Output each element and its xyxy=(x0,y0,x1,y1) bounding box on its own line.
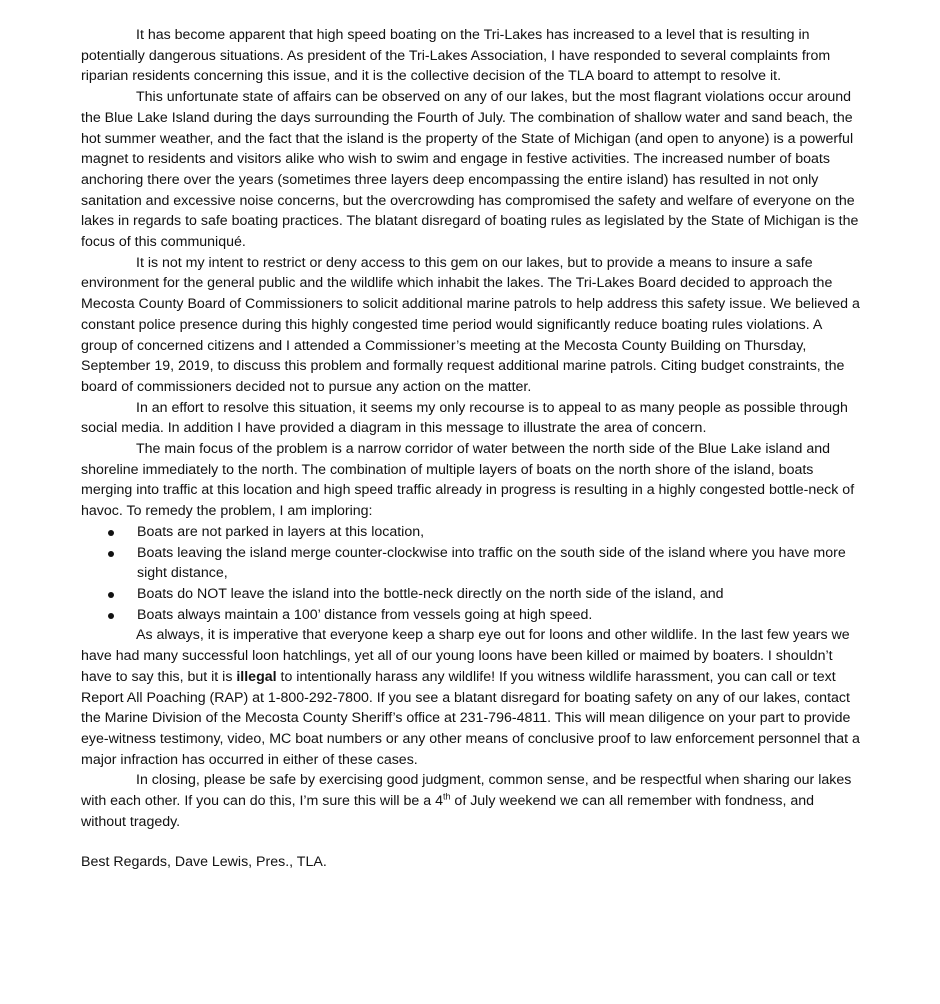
list-item xyxy=(81,543,861,584)
list-item-text: Boats are not parked in layers at this location, xyxy=(137,523,425,540)
bullet-icon xyxy=(108,592,114,598)
list-item-text: Boats always maintain a 100’ distance from vessels going at high speed. xyxy=(137,606,593,623)
social-media-paragraph: In an effort to resolve this situation, it seems my only recourse is to appeal to as many people as possible through social media. In addition I have provided a diagram in this message to illustrate the area of concern. xyxy=(81,399,848,437)
list-item-text: Boats do NOT leave the island into the bottle-neck directly on the north side of the island, and xyxy=(137,585,724,602)
corridor-paragraph: The main focus of the problem is a narrow corridor of water between the north side of the Blue Lake island and shoreline immediately to the north. The combination of multiple layers of boats on the north shore of the island, boats merging into traffic at this location and high speed traffic already in progress is resulting in a highly congested bottle-neck of havoc. To remedy the problem, I am imploring: xyxy=(81,441,855,520)
wildlife-paragraph xyxy=(81,625,861,770)
bullet-icon xyxy=(108,551,114,557)
signature-line: Best Regards, Dave Lewis, Pres., TLA. xyxy=(81,854,327,871)
closing-paragraph xyxy=(81,770,861,832)
closing-text-end: of July weekend we can all remember with fondness, and without tragedy. xyxy=(81,793,815,830)
remedy-list xyxy=(81,522,861,626)
bullet-icon xyxy=(108,530,114,536)
commissioners-paragraph: It is not my intent to restrict or deny access to this gem on our lakes, but to provide a means to insure a safe environment for the general public and the wildlife which inhabit the lakes. The Tri-Lakes Board decided to approach the Mecosta County Board of Commissioners to solicit additional marine patrols to help address this safety issue. We believed a constant police presence during this highly congested time period would significantly reduce boating rules violations. A group of concerned citizens and I attended a Commissioner’s meeting at the Mecosta County Building on Thursday, September 19, 2019, to discuss this problem and formally request additional marine patrols. Citing budget constraints, the board of commissioners decided not to pursue any action on the matter. xyxy=(81,254,860,395)
list-item xyxy=(81,584,861,605)
wildlife-text-start: As always, it is imperative that everyone keep a sharp eye out for loons and other wildlife. In the last few years we have had many successful loon hatchlings, yet all of our young loons have been killed or maimed by boaters. I shouldn’t have to say this, but it is xyxy=(81,627,850,685)
bullet-icon xyxy=(108,613,114,619)
list-item xyxy=(81,605,861,626)
intro-paragraph: It has become apparent that high speed boating on the Tri-Lakes has increased to a level that is resulting in potentially dangerous situations. As president of the Tri-Lakes Association, I have responded to several complaints from riparian residents concerning this issue, and it is the collective decision of the TLA board to attempt to resolve it. xyxy=(81,27,831,85)
letter-body xyxy=(81,25,861,873)
ordinal-superscript: th xyxy=(442,791,451,802)
blue-lake-island-paragraph: This unfortunate state of affairs can be observed on any of our lakes, but the most flagrant violations occur around the Blue Lake Island during the days surrounding the Fourth of July. The combination of shallow water and sand beach, the hot summer weather, and the fact that the island is the property of the State of Michigan (and open to anyone) is a powerful magnet to residents and visitors alike who wish to swim and engage in festive activities. The increased number of boats anchoring there over the years (sometimes three layers deep encompassing the entire island) has resulted in not only sanitation and excessive noise concerns, but the overcrowding has compromised the safety and welfare of everyone on the lakes in regards to safe boating practices. The blatant disregard of boating rules as legislated by the State of Michigan is the focus of this communiqué. xyxy=(81,89,859,251)
closing-text-start: In closing, please be safe by exercising good judgment, common sense, and be respectful when sharing our lakes with each other. If you can do this, I’m sure this will be a 4 xyxy=(81,772,852,810)
illegal-emphasis: illegal xyxy=(236,668,277,685)
list-item xyxy=(81,522,861,543)
list-item-text: Boats leaving the island merge counter-clockwise into traffic on the south side of the island where you have more sight distance, xyxy=(137,544,846,582)
wildlife-text-end: to intentionally harass any wildlife! If you witness wildlife harassment, you can call or text Report All Poaching (RAP) at 1-800-292-7800. If you see a blatant disregard for boating safety on any of our lakes, contact the Marine Division of the Mecosta County Sheriff’s office at 231-796-4811. This will mean diligence on your part to provide eye-witness testimony, video, MC boat numbers or any other means of conclusive proof to law enforcement personnel that a major infraction has occurred in either of these cases. xyxy=(81,668,860,768)
